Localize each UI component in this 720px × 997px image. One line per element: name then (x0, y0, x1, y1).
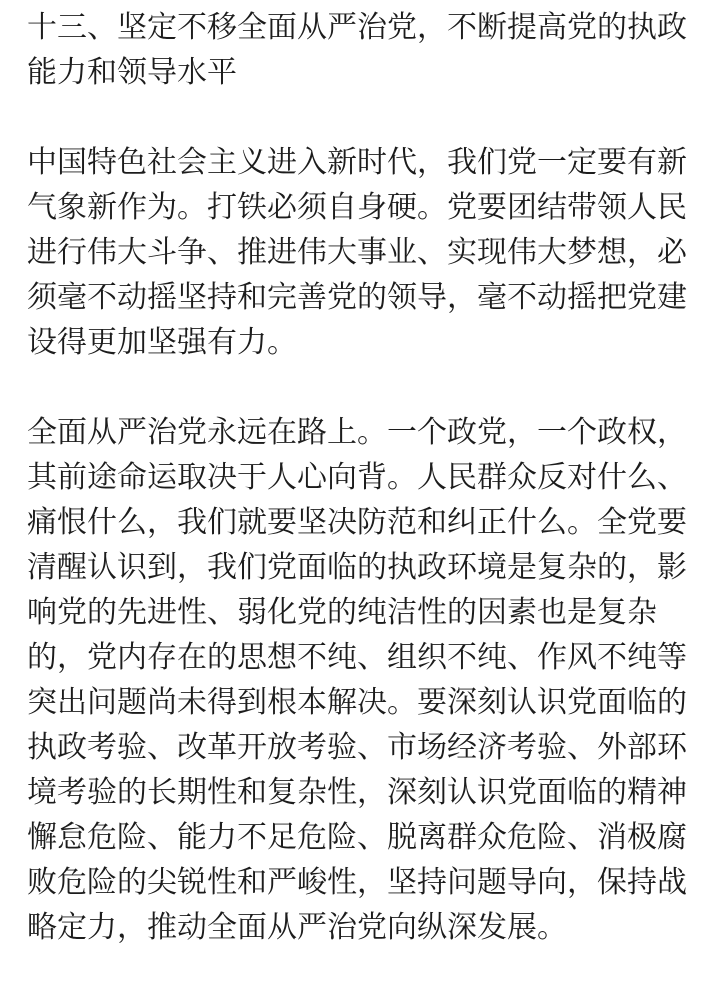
heading-line: 能力和领导水平 (27, 55, 237, 90)
text-line: 境考验的长期性和复杂性，深刻认识党面临的精神 (27, 775, 687, 810)
text-line: 痛恨什么，我们就要坚决防范和纠正什么。全党要 (27, 505, 687, 540)
section-heading (27, 5, 697, 95)
text-line: 懈怠危险、能力不足危险、脱离群众危险、消极腐 (27, 820, 687, 855)
text-line: 中国特色社会主义进入新时代，我们党一定要有新 (27, 145, 687, 180)
text-line: 设得更加坚强有力。 (27, 325, 297, 360)
text-line: 略定力，推动全面从严治党向纵深发展。 (27, 910, 567, 945)
text-line: 突出问题尚未得到根本解决。要深刻认识党面临的 (27, 685, 687, 720)
article-body (27, 0, 697, 950)
text-line: 全面从严治党永远在路上。一个政党，一个政权， (27, 415, 687, 450)
text-line: 响党的先进性、弱化党的纯洁性的因素也是复杂 (27, 595, 657, 630)
paragraph-2 (27, 410, 697, 950)
text-line: 其前途命运取决于人心向背。人民群众反对什么、 (27, 460, 687, 495)
text-line: 败危险的尖锐性和严峻性，坚持问题导向，保持战 (27, 865, 687, 900)
text-line: 进行伟大斗争、推进伟大事业、实现伟大梦想，必 (27, 235, 687, 270)
text-line: 执政考验、改革开放考验、市场经济考验、外部环 (27, 730, 687, 765)
text-line: 须毫不动摇坚持和完善党的领导，毫不动摇把党建 (27, 280, 687, 315)
text-line: 清醒认识到，我们党面临的执政环境是复杂的，影 (27, 550, 687, 585)
heading-line: 十三、坚定不移全面从严治党，不断提高党的执政 (27, 10, 687, 45)
text-line: 气象新作为。打铁必须自身硬。党要团结带领人民 (27, 190, 687, 225)
paragraph-gap (27, 365, 697, 410)
paragraph-1 (27, 140, 697, 365)
text-line: 的，党内存在的思想不纯、组织不纯、作风不纯等 (27, 640, 687, 675)
paragraph-gap (27, 95, 697, 140)
